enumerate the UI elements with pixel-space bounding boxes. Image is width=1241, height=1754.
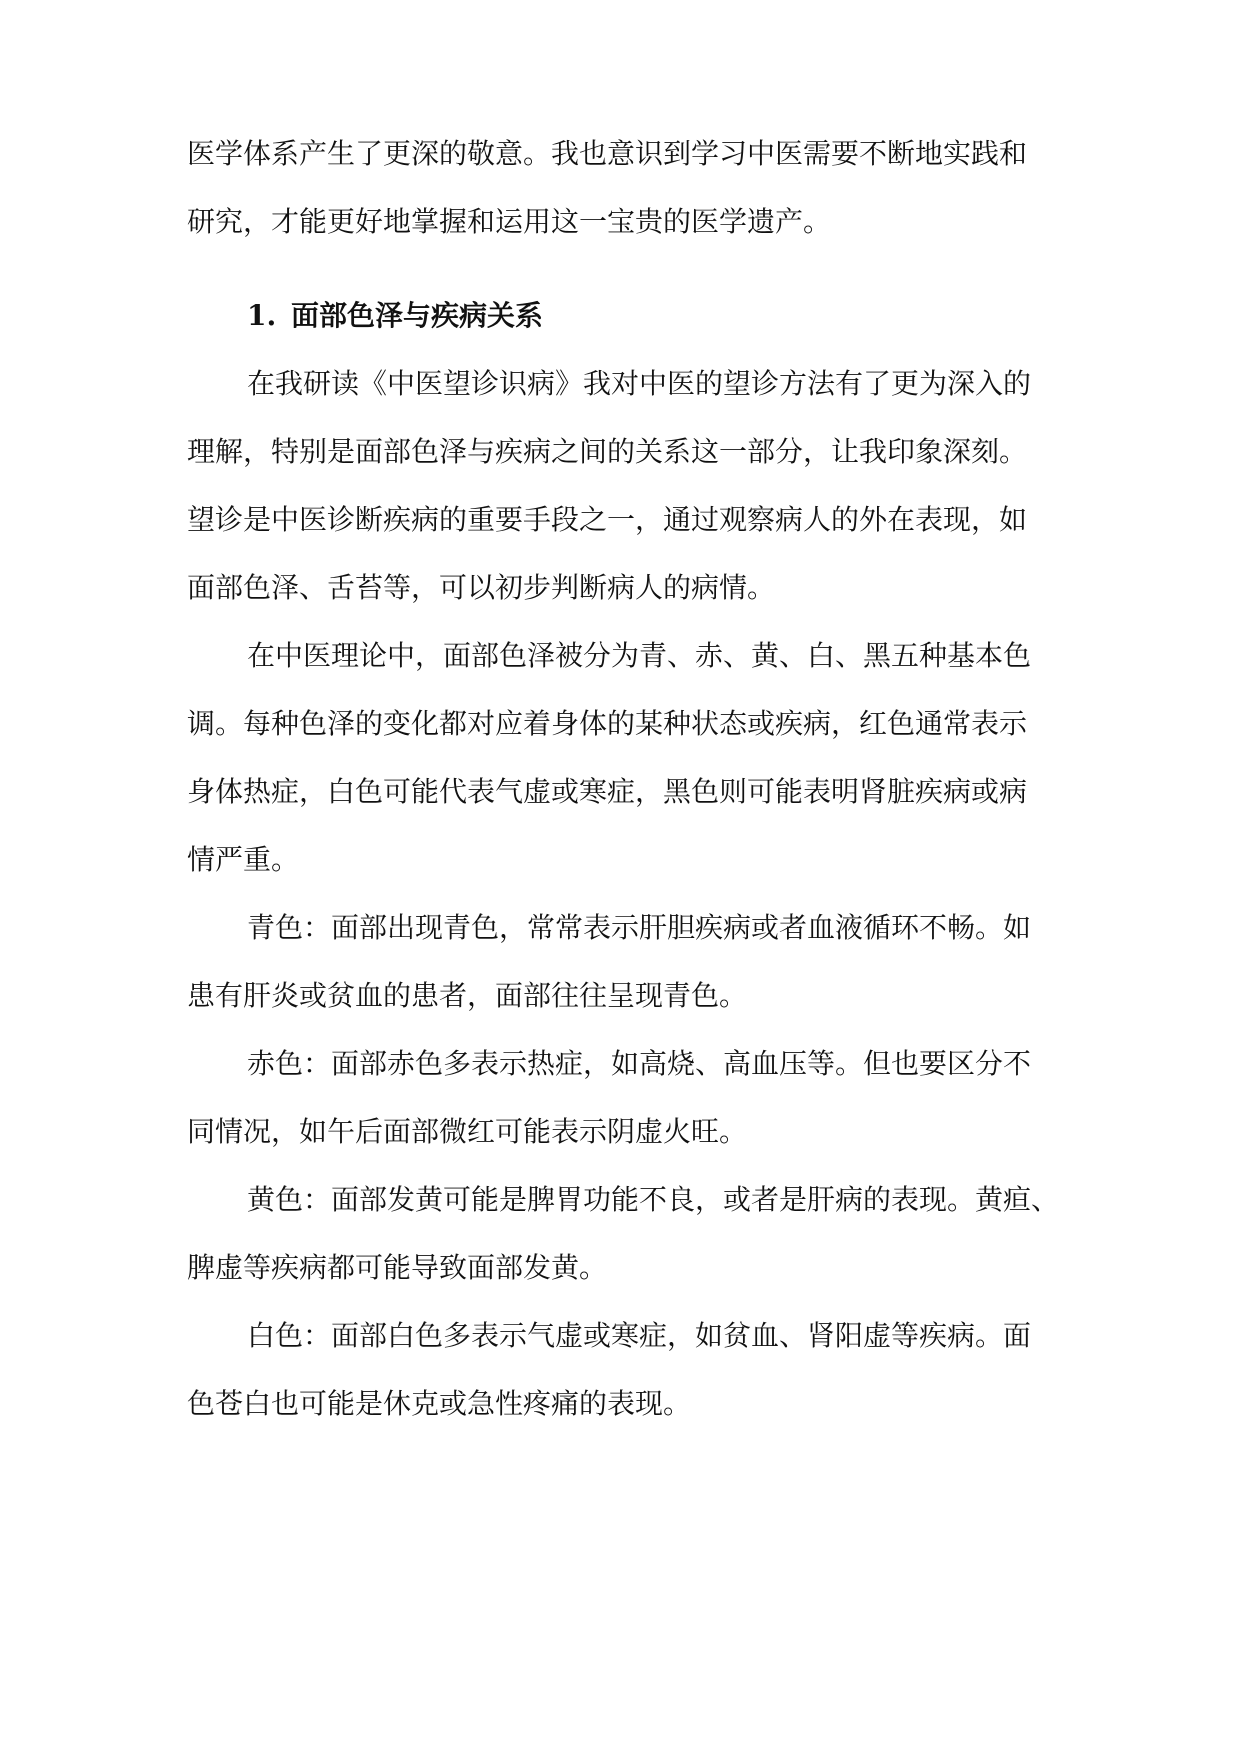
paragraph-2-line-4: 情严重。 — [187, 843, 300, 876]
intro-line-1: 医学体系产生了更深的敬意。我也意识到学习中医需要不断地实践和 — [187, 137, 1028, 170]
paragraph-5-line-1: 黄色：面部发黄可能是脾胃功能不良，或者是肝病的表现。黄疸、 — [247, 1183, 1060, 1216]
paragraph-1-line-1: 在我研读《中医望诊识病》我对中医的望诊方法有了更为深入的 — [247, 367, 1032, 400]
paragraph-3-line-2: 患有肝炎或贫血的患者，面部往往呈现青色。 — [187, 979, 748, 1012]
paragraph-2-line-2: 调。每种色泽的变化都对应着身体的某种状态或疾病，红色通常表示 — [187, 707, 1028, 740]
paragraph-2-line-3: 身体热症，白色可能代表气虚或寒症，黑色则可能表明肾脏疾病或病 — [187, 775, 1028, 808]
paragraph-2-line-1: 在中医理论中，面部色泽被分为青、赤、黄、白、黑五种基本色 — [247, 639, 1032, 672]
section-number: 1. — [247, 299, 277, 332]
paragraph-4-line-1: 赤色：面部赤色多表示热症，如高烧、高血压等。但也要区分不 — [247, 1047, 1032, 1080]
paragraph-6-line-1: 白色：面部白色多表示气虚或寒症，如贫血、肾阳虚等疾病。面 — [247, 1319, 1032, 1352]
intro-line-2: 研究，才能更好地掌握和运用这一宝贵的医学遗产。 — [187, 205, 832, 238]
paragraph-4-line-2: 同情况，如午后面部微红可能表示阴虚火旺。 — [187, 1115, 748, 1148]
paragraph-1-line-2: 理解，特别是面部色泽与疾病之间的关系这一部分，让我印象深刻。 — [187, 435, 1028, 468]
paragraph-1-line-4: 面部色泽、舌苔等，可以初步判断病人的病情。 — [187, 571, 776, 604]
paragraph-3-line-1: 青色：面部出现青色，常常表示肝胆疾病或者血液循环不畅。如 — [247, 911, 1032, 944]
section-heading — [247, 298, 543, 334]
paragraph-5-line-2: 脾虚等疾病都可能导致面部发黄。 — [187, 1251, 608, 1284]
paragraph-6-line-2: 色苍白也可能是休克或急性疼痛的表现。 — [187, 1387, 692, 1420]
paragraph-1-line-3: 望诊是中医诊断疾病的重要手段之一，通过观察病人的外在表现，如 — [187, 503, 1028, 536]
section-title: 面部色泽与疾病关系 — [291, 299, 544, 332]
